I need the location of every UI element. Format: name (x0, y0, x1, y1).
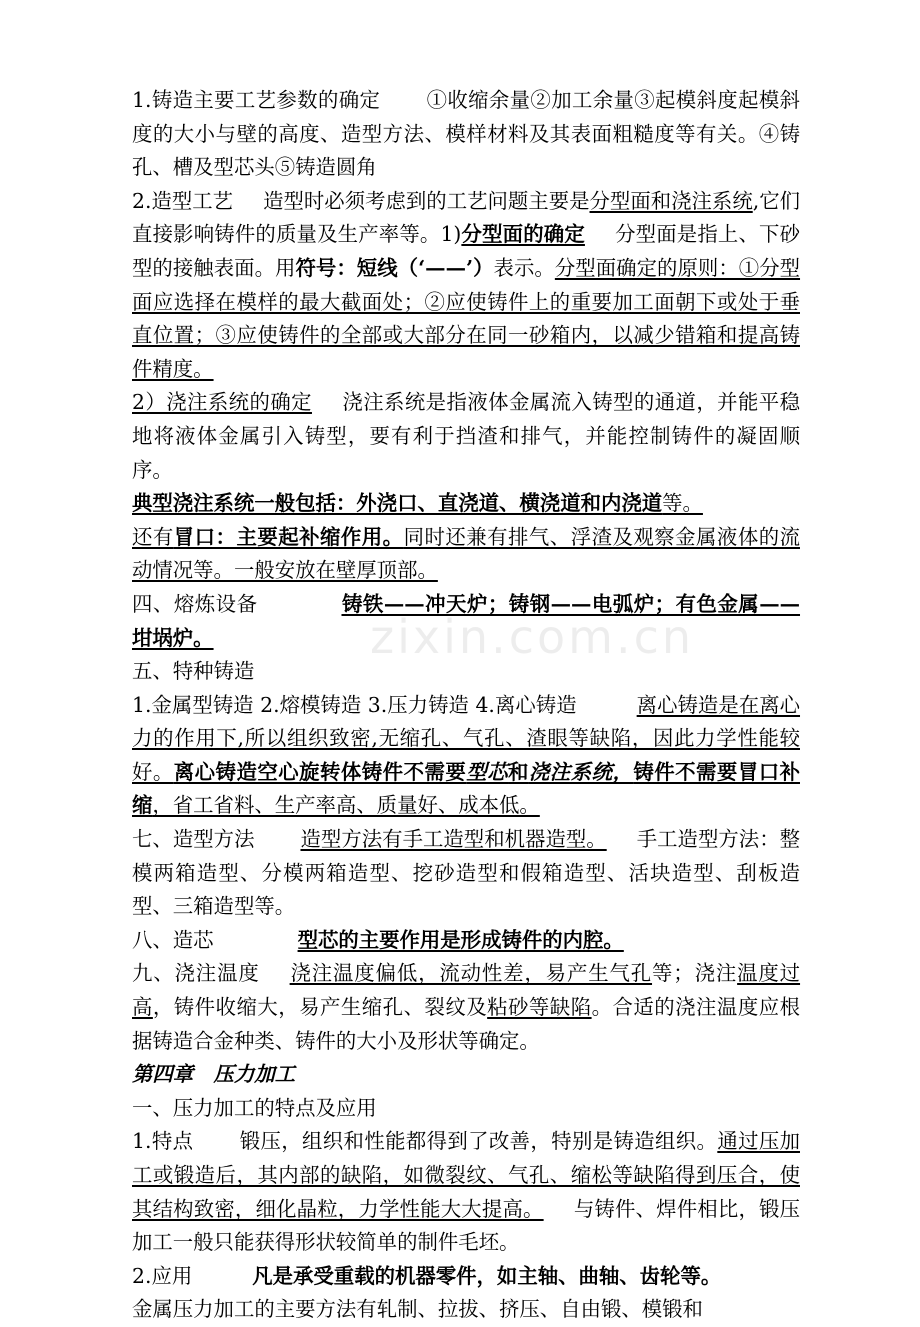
section-pouring-temperature (132, 957, 800, 1058)
section-pressure-processing: 一、压力加工的特点及应用 (132, 1095, 377, 1120)
manual-molding-methods: 手工造型方法：整模两箱造型、分模两箱造型、挖砂造型和假箱造型、活块造型、刮板造型、三箱造型等。 (132, 827, 801, 919)
parting-and-gating-underline: 分型面和浇注系统 (589, 188, 753, 213)
section-casting-parameters (132, 84, 800, 185)
heading-molding-methods: 七、造型方法 (132, 827, 255, 852)
typical-gating-system (132, 487, 800, 521)
parting-principles: 分型面确定的原则：①分型面应选择在模样的最大截面处；②应使铸件上的重要加工面朝下或处于垂直位置；③应使铸件的全部或大部分在同一砂箱内，以减少错箱和提高铸件精度。 (132, 255, 801, 381)
pouring-text-3: 。合适的浇注温度应根据铸造合金种类、铸件的大小及形状等确定。 (132, 995, 800, 1053)
high-temp-label: 温度过高 (132, 961, 801, 1020)
parting-symbol: 符号：短线（‘——’） (295, 255, 494, 280)
heading-special-casting: 五、特种铸造 (132, 659, 255, 684)
features-underline: 通过压加工或锻造后，其内部的缺陷，如微裂纹、气孔、缩松等缺陷得到压合，使其结构致密，细化晶粒，力学性能大大提高。 (132, 1129, 800, 1221)
heading-application: 2.应用 (132, 1263, 193, 1288)
features-text-2: 与铸件、焊件相比，锻压加工一般只能获得形状较简单的制件毛坯。 (132, 1196, 801, 1255)
heading-melting-equipment: 四、熔炼设备 (132, 591, 258, 616)
centrifugal-bold-1: 离心铸造空心旋转体铸件不需要 (173, 759, 467, 784)
heading-gating-system: 2）浇注系统的确定 (132, 390, 312, 415)
section-melting-equipment (132, 588, 800, 655)
riser-paragraph (132, 521, 800, 588)
molding-process-text: 造型时必须考虑到的工艺问题主要是 (263, 188, 590, 213)
low-temp-effect: 浇注温度偏低，流动性差，易产生气孔 (289, 961, 653, 986)
riser-function: 冒口：主要起补缩作用。 (173, 524, 404, 549)
chapter-heading: 第四章 压力加工 (132, 1062, 296, 1087)
melting-equipment-list: 铸铁——冲天炉；铸钢——电弧炉；有色金属——坩埚炉。 (132, 591, 801, 650)
centrifugal-gating: 浇注系统， (528, 759, 634, 784)
special-casting-list: 1.金属型铸造 2.熔模铸造 3.压力铸造 4.离心铸造 (132, 692, 577, 717)
centrifugal-core: 型芯 (466, 759, 509, 784)
centrifugal-benefits: ，省工省料、生产率高、质量好、成本低。 (152, 793, 540, 818)
section-gating-system (132, 386, 800, 487)
molding-process-text-2: ,它们直接影响铸件的质量及生产率等。1) (132, 188, 801, 247)
casting-parameters-text: ①收缩余量②加工余量③起模斜度起模斜度的大小与壁的高度、造型方法、模样材料及其表面粗糙度等有关。④铸孔、槽及型芯头⑤铸造圆角 (132, 88, 800, 180)
section-application (132, 1260, 800, 1294)
heading-features: 1.特点 (132, 1129, 194, 1154)
section-core-making (132, 924, 800, 958)
centrifugal-bold-2: 和 (508, 759, 529, 784)
typical-gating-components: 典型浇注系统一般包括：外浇口、直浇道、横浇道和内浇道 (132, 491, 663, 516)
molding-methods-summary: 造型方法有手工造型和机器造型。 (300, 827, 607, 852)
section-molding-methods (132, 823, 800, 924)
watermark: zixin.com.cn (370, 610, 695, 664)
features-text-1: 锻压，组织和性能都得到了改善，特别是铸造组织。 (239, 1129, 718, 1154)
riser-details: 同时还兼有排气、浮渣及观察金属液体的流动情况等。一般安放在壁厚顶部。 (132, 524, 800, 583)
parting-symbol-tail: 表示。 (493, 255, 555, 280)
sand-defect: 粘砂等缺陷 (487, 995, 592, 1020)
riser-prefix: 还有 (132, 524, 174, 549)
heading-casting-parameters: 1.铸造主要工艺参数的确定 (132, 88, 381, 112)
heading-pouring-temperature: 九、浇注温度 (132, 961, 260, 986)
heading-molding-process: 2.造型工艺 (132, 188, 234, 213)
pouring-text-2: ，铸件收缩大，易产生缩孔、裂纹及 (152, 995, 488, 1020)
centrifugal-no-riser: 铸件不需要冒口补缩 (132, 759, 800, 818)
pouring-text-1: 等；浇注 (652, 961, 738, 986)
typical-gating-end: 等。 (662, 491, 703, 516)
heading-parting-surface: 分型面的确定 (461, 222, 585, 247)
section-features (132, 1125, 800, 1259)
gating-system-text: 浇注系统是指液体金属流入铸型的通道，并能平稳地将液体金属引入铸型，要有利于挡渣和排气，并能控制铸件的凝固顺序。 (132, 390, 800, 482)
methods-paragraph: 金属压力加工的主要方法有轧制、拉拔、挤压、自由锻、模锻和 (132, 1297, 703, 1322)
core-function: 型芯的主要作用是形成铸件的内腔。 (297, 927, 624, 952)
section-molding-process (132, 185, 800, 387)
centrifugal-casting-desc: 离心铸造是在离心力的作用下,所以组织致密,无缩孔、气孔、渣眼等缺陷，因此力学性能较好。 (132, 692, 801, 784)
application-text: 凡是承受重载的机器零件，如主轴、曲轴、齿轮等。 (252, 1263, 722, 1288)
section-special-casting (132, 689, 800, 823)
parting-surface-definition: 分型面是指上、下砂型的接触表面。用 (132, 222, 801, 280)
heading-core-making: 八、造芯 (132, 927, 214, 952)
